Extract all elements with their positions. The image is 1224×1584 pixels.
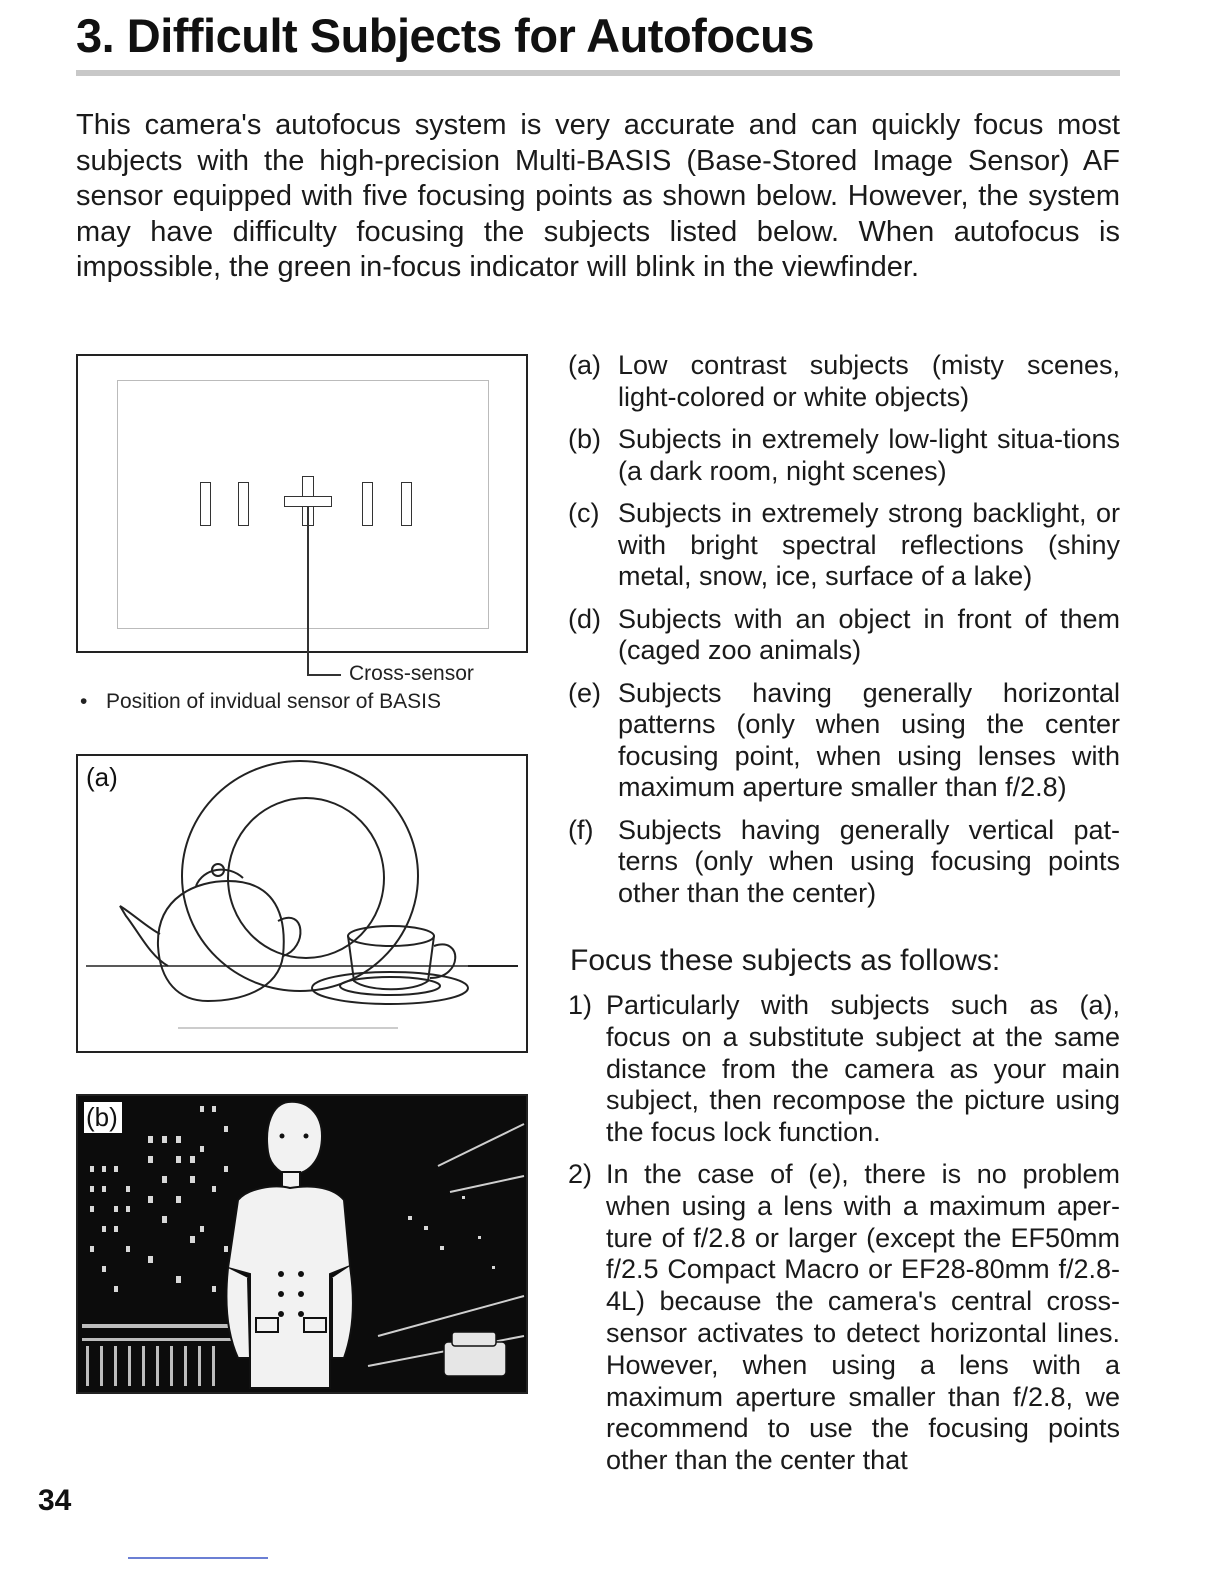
list-item xyxy=(568,604,1120,667)
diagram-caption xyxy=(80,690,441,714)
figure-a-illustration xyxy=(76,754,528,1053)
step-text: In the case of (e), there is no problem when using a lens with a maximum aper-ture of f/2.8 or larger (except the EF50mm f/2.5 Compact Macro or EF28-80mm f/2.8-4L) because the camera's central cross-sensor activates to detect horizontal lines. However, when using a lens with a maximum aperture smaller than f/2.8, we recommend to use the focusing points other than the center that xyxy=(606,1158,1120,1476)
bullet: • xyxy=(80,690,88,713)
list-item xyxy=(568,678,1120,804)
cross-sensor-label: Cross-sensor xyxy=(349,662,474,685)
af-point-far-left xyxy=(200,482,211,526)
item-marker: (b) xyxy=(568,424,601,454)
page-number: 34 xyxy=(38,1484,72,1517)
list-item xyxy=(568,990,1120,1149)
night-scene-drawing xyxy=(78,1096,526,1392)
difficult-subjects-list xyxy=(568,350,1120,920)
list-item xyxy=(568,350,1120,413)
figure-b-label: (b) xyxy=(84,1102,122,1133)
figure-a-label: (a) xyxy=(84,762,122,793)
leader-line-horizontal xyxy=(307,674,341,676)
af-point-right xyxy=(362,482,373,526)
intro-paragraph: This camera's autofocus system is very accurate and can quickly focus most subjects with the high-precision Multi-BASIS (Base-Stored Image Sensor) AF sensor equipped with five focusing points as shown below. However, the system may have difficulty focusing the subjects listed below. When autofocus is impossible, the green in-focus indicator will blink in the viewfinder. xyxy=(76,109,1120,283)
item-text: Subjects in extremely low-light situa-tions (a dark room, night scenes) xyxy=(618,424,1120,486)
focus-steps-list xyxy=(568,990,1120,1487)
title-rule xyxy=(76,70,1120,76)
diagram-caption-text: Position of invidual sensor of BASIS xyxy=(106,690,442,713)
list-item xyxy=(568,424,1120,487)
item-text: Low contrast subjects (misty scenes, light-colored or white objects) xyxy=(618,350,1120,412)
step-marker: 2) xyxy=(568,1158,593,1189)
step-text: Particularly with subjects such as (a), focus on a substitute subject at the same distance from the camera as your main subject, then recompose the picture using the focus lock function. xyxy=(606,990,1120,1148)
bottom-rule xyxy=(128,1557,268,1559)
list-item xyxy=(568,498,1120,593)
list-item xyxy=(568,1159,1120,1477)
af-point-far-right xyxy=(401,482,412,526)
item-marker: (f) xyxy=(568,814,594,845)
item-text: Subjects having generally horizontal patterns (only when using the center focusing point, when using lenses with maximum aperture smaller than f/2.8) xyxy=(618,677,1120,802)
step-marker: 1) xyxy=(568,990,593,1020)
item-marker: (d) xyxy=(568,603,601,634)
item-marker: (a) xyxy=(568,350,601,380)
af-point-center-horizontal xyxy=(284,496,332,507)
item-marker: (c) xyxy=(568,498,600,528)
section-heading: Focus these subjects as follows: xyxy=(570,944,1001,977)
item-text: Subjects in extremely strong backlight, or with bright spectral reflections (shiny metal, snow, ice, surface of a lake) xyxy=(618,498,1120,591)
af-point-left xyxy=(238,482,249,526)
item-marker: (e) xyxy=(568,677,601,708)
item-text: Subjects having generally vertical pat-terns (only when using focusing points other than the center) xyxy=(618,814,1120,908)
leader-line xyxy=(307,507,309,675)
figure-b-illustration xyxy=(76,1094,528,1394)
page-title: 3. Difficult Subjects for Autofocus xyxy=(76,9,815,62)
item-text: Subjects with an object in front of them (caged zoo animals) xyxy=(618,603,1120,665)
list-item xyxy=(568,815,1120,910)
still-life-drawing xyxy=(78,756,526,1051)
